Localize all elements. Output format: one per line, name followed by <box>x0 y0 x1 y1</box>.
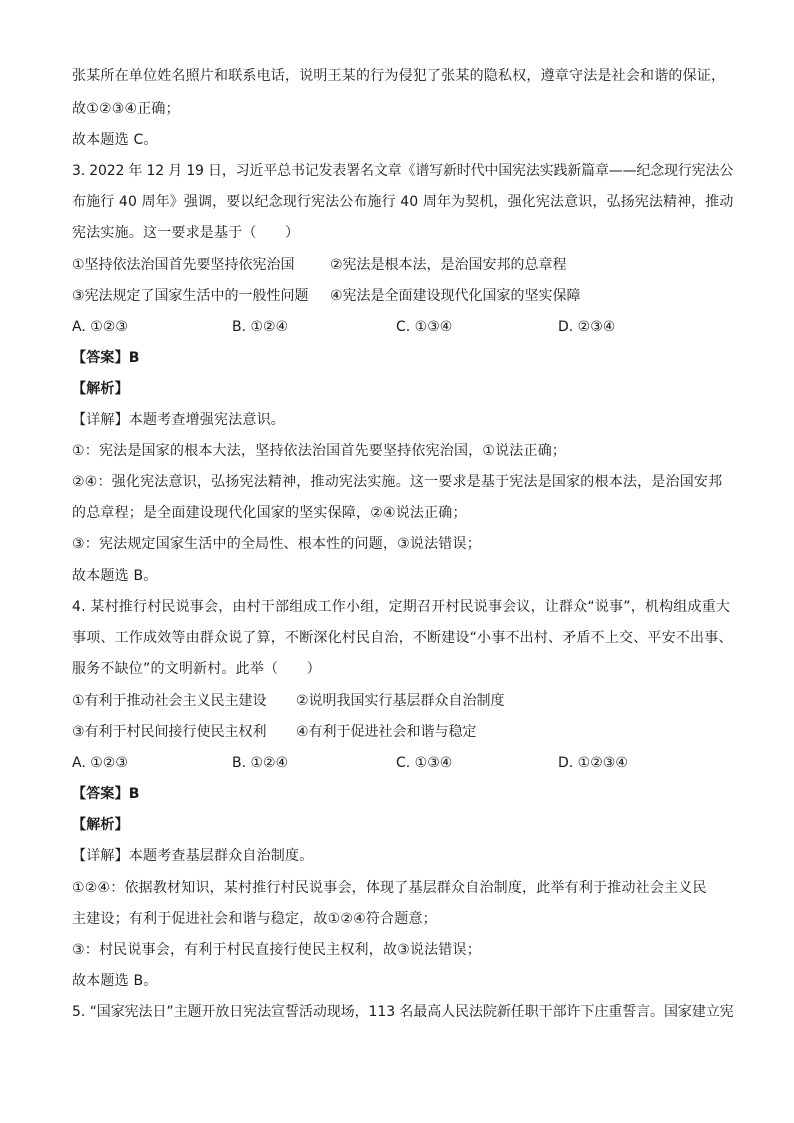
q3-choice-a: A. ①②③ <box>72 319 128 335</box>
q3-stem-line: 3. 2022 年 12 月 19 日，习近平总书记发表署名文章《谱写新时代中国宪法实践新篇章——纪念现行宪法公 <box>72 163 734 179</box>
q2-conclusion: 故本题选 C。 <box>72 132 158 148</box>
q4-explanation-line: ③：村民说事会，有利于村民直接行使民主权利，故③说法错误； <box>72 942 481 958</box>
q4-choice-b: B. ①②④ <box>232 755 289 771</box>
q4-stem-line: 服务不缺位”的文明新村。此举（ ） <box>72 661 321 677</box>
q3-explanation-line: ①：宪法是国家的根本大法，坚持依法治国首先要坚持依宪治国，①说法正确； <box>72 443 567 459</box>
q4-detail: 【详解】本题考查基层群众自治制度。 <box>72 848 314 864</box>
q3-choice-c: C. ①③④ <box>396 319 453 335</box>
q3-answer: 【答案】B <box>72 350 140 366</box>
q3-conclusion: 故本题选 B。 <box>72 568 158 584</box>
q3-stem-line: 宪法实施。这一要求是基于（ ） <box>72 225 300 241</box>
q2-text-line: 张某所在单位姓名照片和联系电话，说明王某的行为侵犯了张某的隐私权，遵章守法是社会和谐的保证， <box>72 68 726 84</box>
q4-explanation-line: ①②④：依据教材知识，某村推行村民说事会，体现了基层群众自治制度，此举有利于推动社会主义民 <box>72 880 707 896</box>
q4-statement: ①有利于推动社会主义民主建设 <box>72 693 267 709</box>
q4-stem-line: 4. 某村推行村民说事会，由村干部组成工作小组，定期召开村民说事会议，让群众“说事”，机构组成重大 <box>72 599 731 615</box>
q4-analysis-header: 【解析】 <box>72 817 129 833</box>
q4-conclusion: 故本题选 B。 <box>72 973 158 989</box>
q3-choice-d: D. ②③④ <box>558 319 616 335</box>
q3-choice-b: B. ①②④ <box>232 319 289 335</box>
q4-choice-d: D. ①②③④ <box>558 755 628 771</box>
q3-analysis-header: 【解析】 <box>72 381 129 397</box>
q4-statement: ③有利于村民间接行使民主权利 <box>72 724 267 740</box>
q2-text-line: 故①②③④正确； <box>72 101 180 117</box>
q3-explanation-line: 的总章程；是全面建设现代化国家的坚实保障，②④说法正确； <box>72 505 467 521</box>
q3-statement: ④宪法是全面建设现代化国家的坚实保障 <box>330 288 581 304</box>
q3-statement: ③宪法规定了国家生活中的一般性问题 <box>72 288 309 304</box>
q3-statement: ①坚持依法治国首先要坚持依宪治国 <box>72 257 295 273</box>
q3-stem-line: 布施行 40 周年》强调，要以纪念现行宪法公布施行 40 周年为契机，强化宪法意识，弘扬宪法精神，推动 <box>72 194 734 210</box>
q3-detail: 【详解】本题考查增强宪法意识。 <box>72 412 285 428</box>
q4-choice-c: C. ①③④ <box>396 755 453 771</box>
q5-stem-line: 5. “国家宪法日”主题开放日宪法宣誓活动现场，113 名最高人民法院新任职干部许下庄重誓言。国家建立宪 <box>72 1004 734 1020</box>
q3-explanation-line: ②④：强化宪法意识，弘扬宪法精神，推动宪法实施。这一要求是基于宪法是国家的根本法，是治国安邦 <box>72 474 723 490</box>
q4-statement: ②说明我国实行基层群众自治制度 <box>296 693 505 709</box>
q3-explanation-line: ③：宪法规定国家生活中的全局性、根本性的问题，③说法错误； <box>72 536 481 552</box>
q4-explanation-line: 主建设；有利于促进社会和谐与稳定，故①②④符合题意； <box>72 911 437 927</box>
q4-statement: ④有利于促进社会和谐与稳定 <box>296 724 477 740</box>
q4-choice-a: A. ①②③ <box>72 755 128 771</box>
q4-answer: 【答案】B <box>72 786 140 802</box>
q4-stem-line: 事项、工作成效等由群众说了算，不断深化村民自治，不断建设“小事不出村、矛盾不上交、平安不出事、 <box>72 630 733 646</box>
q3-statement: ②宪法是根本法，是治国安邦的总章程 <box>330 257 567 273</box>
